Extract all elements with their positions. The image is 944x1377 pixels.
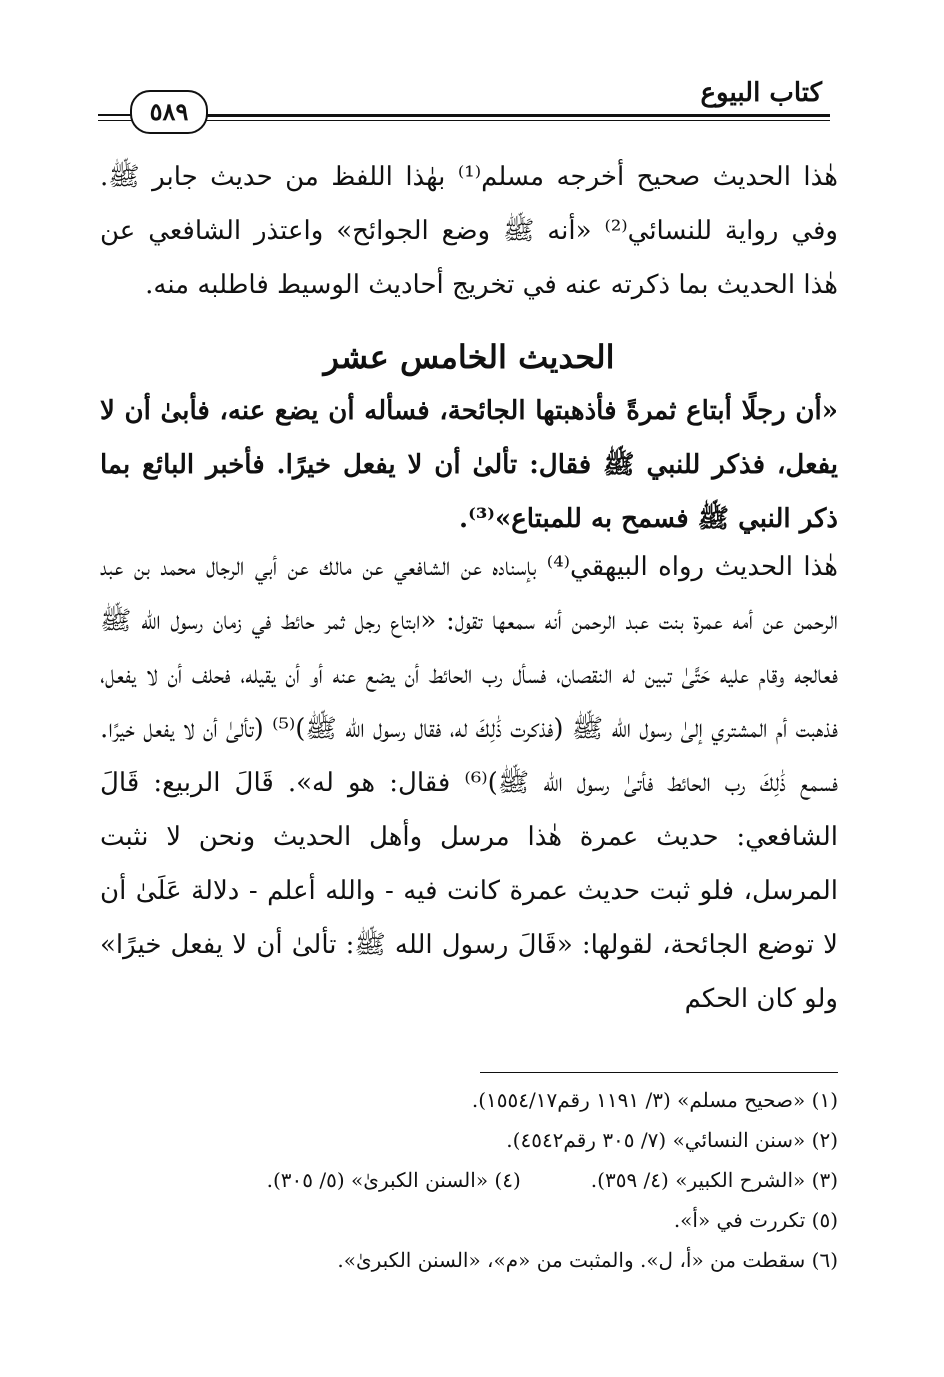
footnote-divider [480,1072,838,1073]
footnote-row-3-4 [100,1160,838,1200]
book-title: كتاب البيوع [700,78,822,108]
page-header [98,74,830,130]
footnote-1: (١) «صحيح مسلم» (٣/ ١١٩١ رقم١٥٥٤/١٧). [471,1088,838,1112]
footnote-2: (٢) «سنن النسائي» (٧/ ٣٠٥ رقم٤٥٤٢). [506,1128,838,1152]
section-title: الحديث الخامس عشر [323,338,615,376]
footnotes [100,1080,838,1280]
header-rule [198,114,830,117]
header-rule-thin [198,120,830,121]
footnote-3: (٣) «الشرح الكبير» (٤/ ٣٥٩). [590,1168,838,1192]
footnote-6: (٦) سقطت من «أ، ل». والمثبت من «م»، «السنن الكبرىٰ». [337,1248,838,1272]
footnote-4: (٤) «السنن الكبرىٰ» (٥/ ٣٠٥). [266,1168,521,1192]
paragraph-2: هٰذا الحديث رواه البيهقي⁽⁴⁾ بإسناده عن الشافعي عن مالك عن أبي الرجال محمد بن عبد الرحمن عن أمه عمرة بنت عبد الرحمن أنه سمعها تقول: «ابتاع رجل ثمر حائط في زمان رسول الله ﷺ فعالجه وقام عليه حَتَّىٰ تبين له النقصان، فسأل رب الحائط أن يضع عنه أو أن يقيله، فحلف أن لا يفعل، فذهبت أم المشتري إلىٰ رسول الله ﷺ (فذكرت ذَٰلِكَ له، فقال رسول الله ﷺ)⁽⁵⁾ (تألىٰ أن لا يفعل خيرًا. فسمع ذَٰلِكَ رب الحائط فأتىٰ رسول الله ﷺ)⁽⁶⁾ فقال: هو له». قَالَ الربيع: قَالَ الشافعي: حديث عمرة هٰذا مرسل وأهل الحديث ونحن لا نثبت المرسل، فلو ثبت حديث عمرة كانت فيه - والله أعلم - دلالة عَلَىٰ أن لا توضع الجائحة، لقولها: «قَالَ رسول الله ﷺ: تألىٰ أن لا يفعل خيرًا» ولو كان الحكم [100,552,838,1014]
hadith-quote: «أن رجلًا أبتاع ثمرةً فأذهبتها الجائحة، فسأله أن يضع عنه، فأبىٰ أن لا يفعل، فذكر للنبي ﷺ فقال: تألىٰ أن لا يفعل خيرًا. فأخبر البائع بما ذكر النبي ﷺ فسمح به للمبتاع»⁽³⁾. [100,396,838,534]
page-number: ٥٨٩ [130,90,208,134]
footnote-5: (٥) تكررت في «أ». [673,1208,838,1232]
paragraph-1: هٰذا الحديث صحيح أخرجه مسلم⁽¹⁾ بهٰذا اللفظ من حديث جابر ﷺ. وفي رواية للنسائي⁽²⁾ «أنه ﷺ وضع الجوائح» واعتذر الشافعي عن هٰذا الحديث بما ذكرته عنه في تخريج أحاديث الوسيط فاطلبه منه. [100,162,838,300]
